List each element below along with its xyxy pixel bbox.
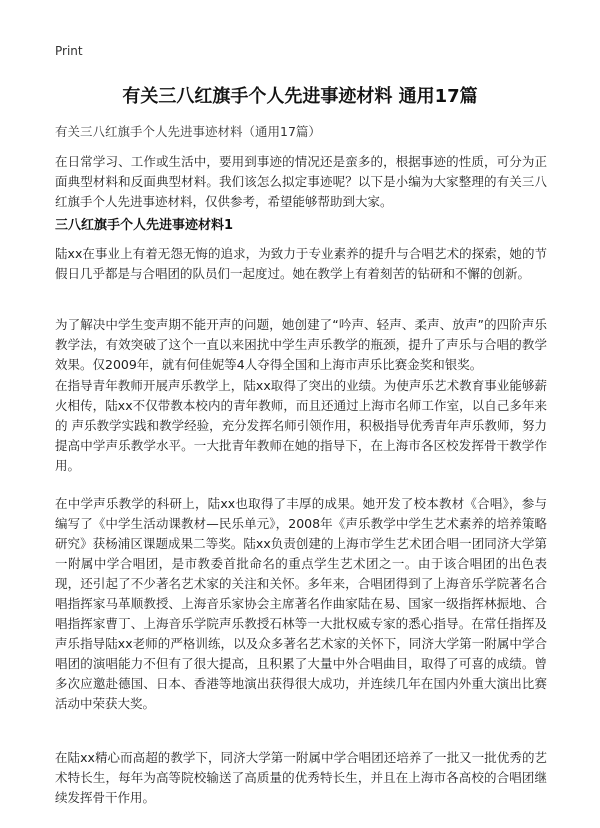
- body-paragraph-4: 在中学声乐教学的科研上，陆xx也取得了丰厚的成果。她开发了校本教材《合唱》，参与编写了《中学生活动课教材—民乐单元》，2008年《声乐教学中学生艺术素养的培养策略研究》获杨浦区课题成果二等奖。陆xx负责创建的上海市学生艺术团合唱一团同济大学第一附属中学合唱团，是市教委首批命名的重点学生艺术团之一。由于该合唱团的出色表现，还引起了不少著名艺术家的关注和关怀。多年来，合唱团得到了上海音乐学院著名合唱指挥家马革顺教授、上海音乐家协会主席著名作曲家陆在易、国家一级指挥林振地、合唱指挥家曹丁、上海音乐学院声乐教授石林等一大批权威专家的悉心指导。在常任指挥及声乐指导陆xx老师的严格训练，以及众多著名艺术家的关怀下，同济大学第一附属中学合唱团的演唱能力不但有了很大提高，且积累了大量中外合唱曲目，取得了可喜的成绩。曾多次应邀赴德国、日本、香港等地演出获得很大成功，并连续几年在国内外重大演出比赛活动中荣获大奖。: [55, 496, 547, 711]
- body-paragraph-2: 为了解决中学生变声期不能开声的问题，她创建了“吟声、轻声、柔声、放声”的四阶声乐教学法，有效突破了这个一直以来困扰中学生声乐教学的瓶颈，提升了声乐与合唱的教学效果。仅2009年，就有何佳妮等4人夺得全国和上海市声乐比赛金奖和银奖。: [55, 317, 547, 372]
- document-title: 有关三八红旗手个人先进事迹材料 通用17篇: [122, 86, 478, 107]
- body-paragraph-1: 陆xx在事业上有着无怨无悔的追求，为致力于专业素养的提升与合唱艺术的探索，她的节假日几乎都是与合唱团的队员们一起度过。她在教学上有着刻苦的钻研和不懈的创新。: [55, 246, 547, 281]
- intro-paragraph: 在日常学习、工作或生活中，要用到事迹的情况还是蛮多的，根据事迹的性质，可分为正面典型材料和反面典型材料。我们该怎么拟定事迹呢？以下是小编为大家整理的有关三八红旗手个人先进事迹材料，仅供参考，希望能够帮助到大家。: [55, 154, 547, 209]
- body-paragraph-3: 在指导青年教师开展声乐教学上，陆xx取得了突出的业绩。为使声乐艺术教育事业能够薪火相传，陆xx不仅带教本校内的青年教师，而且还通过上海市名师工作室，以自己多年来的 声乐教学实践和教学经验，充分发挥名师引领作用，积极指导优秀青年声乐教师，努力提高中学声乐教学水平。一大批青年教师在她的指导下，在上海市各区校发挥骨干教学作用。: [55, 378, 547, 473]
- print-label: Print: [55, 44, 83, 58]
- document-subtitle: 有关三八红旗手个人先进事迹材料（通用17篇）: [55, 124, 321, 139]
- body-paragraph-5: 在陆xx精心而高超的教学下，同济大学第一附属中学合唱团还培养了一批又一批优秀的艺术特长生，每年为高等院校输送了高质量的优秀特长生，并且在上海市各高校的合唱团继续发挥骨干作用。: [55, 750, 547, 805]
- section-heading: 三八红旗手个人先进事迹材料1: [55, 218, 234, 233]
